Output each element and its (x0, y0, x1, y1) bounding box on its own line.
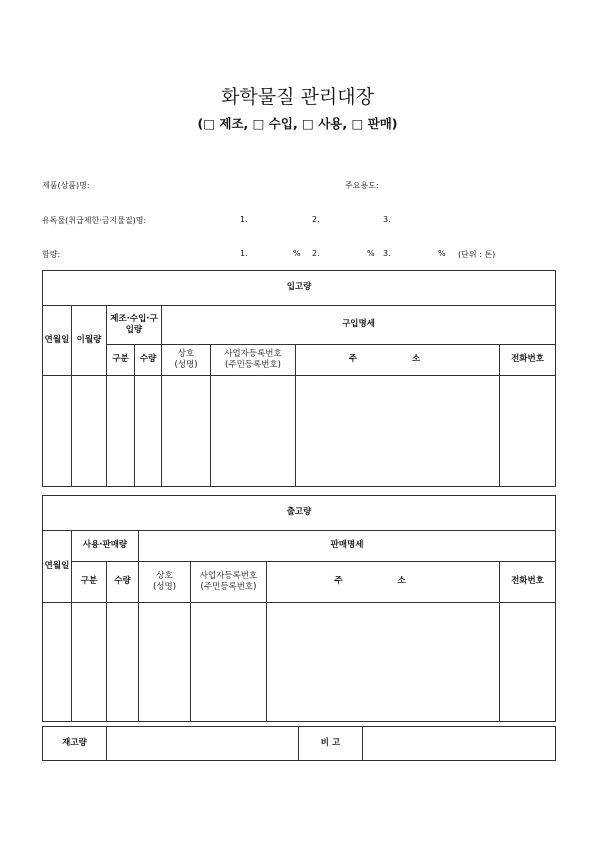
outgoing-cell-company[interactable] (139, 603, 191, 722)
incoming-cell-carryover[interactable] (72, 376, 107, 487)
toxic-item-3: 3. (383, 215, 391, 224)
outgoing-cell-phone[interactable] (500, 603, 556, 722)
toxic-item-2: 2. (312, 215, 320, 224)
unit-label: (단위 : 톤) (458, 250, 496, 259)
stock-label: 재고량 (43, 727, 107, 761)
remark-value-cell[interactable] (363, 727, 556, 761)
incoming-date-header: 연월일 (43, 306, 72, 376)
incoming-carryover-header: 이월량 (72, 306, 107, 376)
outgoing-section-header: 출고량 (43, 496, 556, 531)
incoming-cell-bizno[interactable] (211, 376, 296, 487)
incoming-cell-address[interactable] (296, 376, 500, 487)
outgoing-cell-bizno[interactable] (191, 603, 267, 722)
incoming-company-header: 상호 (성명) (162, 345, 211, 376)
content-item-3: 3. (383, 249, 391, 258)
incoming-bizno-header: 사업자등록번호 (주민등록번호) (211, 345, 296, 376)
outgoing-cell-qty[interactable] (107, 603, 139, 722)
content-label: 함량: (42, 250, 61, 259)
outgoing-address-header: 주 소 (267, 562, 500, 603)
outgoing-group-header: 사용·판매량 (72, 531, 139, 562)
content-item-1: 1. (240, 249, 248, 258)
outgoing-company-header: 상호 (성명) (139, 562, 191, 603)
stock-value-cell[interactable] (107, 727, 299, 761)
toxic-substance-label: 유독물(취급제한·금지물질)명: (42, 216, 147, 225)
content-pct-3: % (438, 249, 446, 258)
incoming-cell-type[interactable] (107, 376, 135, 487)
content-pct-2: % (367, 249, 375, 258)
outgoing-phone-header: 전화번호 (500, 562, 556, 603)
outgoing-date-header: 연월일 (43, 531, 72, 603)
outgoing-qty-header: 수량 (107, 562, 139, 603)
incoming-phone-header: 전화번호 (500, 345, 556, 376)
incoming-detail-header: 구입명세 (162, 306, 556, 345)
footer-table (42, 726, 556, 761)
incoming-group-header: 제조·수입·구입량 (107, 306, 162, 345)
incoming-table (42, 270, 556, 487)
incoming-address-header: 주 소 (296, 345, 500, 376)
incoming-section-header: 입고량 (43, 271, 556, 306)
form-title: 화학물질 관리대장 (221, 86, 374, 108)
form-subtitle: (□ 제조, □ 수입, □ 사용, □ 판매) (197, 116, 398, 131)
incoming-cell-qty[interactable] (135, 376, 162, 487)
outgoing-bizno-header: 사업자등록번호 (주민등록번호) (191, 562, 267, 603)
outgoing-cell-type[interactable] (72, 603, 107, 722)
outgoing-detail-header: 판매명세 (139, 531, 556, 562)
outgoing-table (42, 495, 556, 722)
product-name-label: 제품(상품)명: (42, 181, 90, 190)
toxic-item-1: 1. (240, 215, 248, 224)
incoming-qty-header: 수량 (135, 345, 162, 376)
content-item-2: 2. (312, 249, 320, 258)
main-use-label: 주요용도: (345, 181, 379, 190)
content-pct-1: % (293, 249, 301, 258)
outgoing-type-header: 구분 (72, 562, 107, 603)
incoming-cell-date[interactable] (43, 376, 72, 487)
incoming-cell-phone[interactable] (500, 376, 556, 487)
outgoing-cell-address[interactable] (267, 603, 500, 722)
outgoing-cell-date[interactable] (43, 603, 72, 722)
remark-label: 비 고 (299, 727, 363, 761)
incoming-type-header: 구분 (107, 345, 135, 376)
incoming-cell-company[interactable] (162, 376, 211, 487)
